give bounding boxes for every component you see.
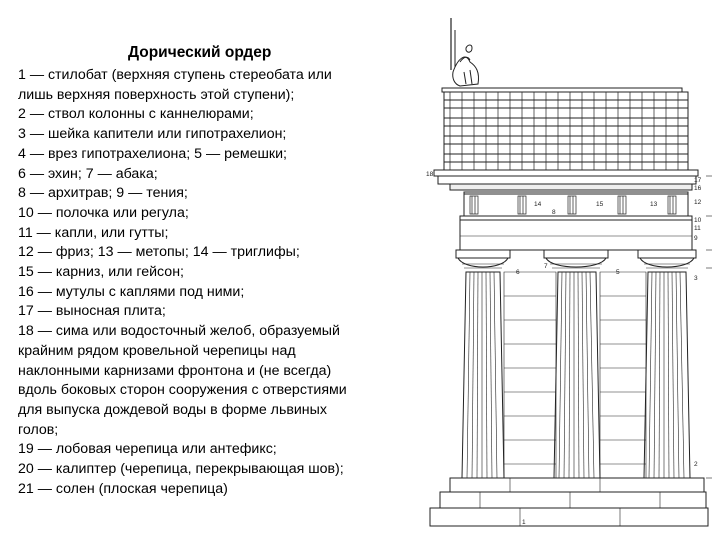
legend-line: 6 — эхин; 7 — абака; (18, 165, 158, 182)
legend-line: 18 — сима или водосточный желоб, образуемый (18, 323, 340, 340)
legend-line: 1 — стилобат (верхняя ступень стереобата или (18, 67, 332, 83)
callout-17: 17 (694, 177, 702, 184)
legend-line: голов; (18, 421, 59, 438)
legend-line: 4 — врез гипотрахелиона; 5 — ремешки; (18, 145, 287, 162)
legend-line: 20 — калиптер (черепица, перекрывающая шов); (18, 461, 344, 478)
callout-7: 7 (544, 263, 548, 270)
legend-line: 2 — ствол колонны с каннелюрами; (18, 106, 254, 123)
roof-tiles (450, 92, 678, 170)
acroterion-figure (451, 18, 479, 86)
legend-line: 16 — мутулы с каплями под ними; (18, 283, 245, 300)
legend-line: лишь верхняя поверхность этой ступени); (18, 86, 295, 103)
architrave (460, 220, 692, 250)
callout-10: 10 (694, 217, 702, 224)
columns (462, 272, 690, 478)
legend-line: 19 — лобовая черепица или антефикс; (18, 441, 277, 458)
stereobate-steps (430, 478, 708, 526)
legend-line: 10 — полочка или регула; (18, 204, 189, 221)
dimension-ticks (706, 176, 712, 478)
legend-line: крайним рядом кровельной черепицы над (18, 342, 296, 359)
legend-line: вдоль боковых сторон сооружения с отверстиями (18, 382, 347, 399)
legend-line: 15 — карниз, или гейсон; (18, 264, 184, 281)
doric-order-drawing (420, 0, 720, 540)
callout-12: 12 (694, 199, 702, 206)
callout-8: 8 (552, 209, 556, 216)
callout-9: 9 (694, 235, 698, 242)
callout-15: 15 (596, 201, 604, 208)
legend-line: для выпуска дождевой воды в форме львиных (18, 401, 327, 418)
callout-14: 14 (534, 201, 542, 208)
callout-11: 11 (694, 225, 701, 232)
legend-line: 3 — шейка капители или гипотрахелион; (18, 126, 287, 143)
legend-line: 11 — капли, или гутты; (18, 224, 169, 241)
callout-1: 1 (522, 519, 526, 526)
legend-line: 17 — выносная плита; (18, 303, 166, 320)
legend-list (18, 66, 410, 499)
callout-13: 13 (650, 201, 658, 208)
callout-3: 3 (694, 275, 698, 282)
pediment-cornice (442, 88, 688, 170)
capitals (456, 250, 696, 268)
diagram-title: Дорический ордер (128, 44, 272, 61)
callout-5: 5 (616, 269, 620, 276)
legend-line: 8 — архитрав; 9 — тения; (18, 185, 188, 202)
callout-2: 2 (694, 461, 698, 468)
geison (434, 170, 698, 190)
callout-18: 18 (426, 171, 434, 178)
legend-line: 21 — солен (плоская черепица) (18, 480, 228, 497)
legend-line: 12 — фриз; 13 — метопы; 14 — триглифы; (18, 244, 300, 261)
legend-line: наклонными карнизами фронтона и (не всегда) (18, 362, 332, 379)
callout-16: 16 (694, 185, 702, 192)
callout-6: 6 (516, 269, 520, 276)
